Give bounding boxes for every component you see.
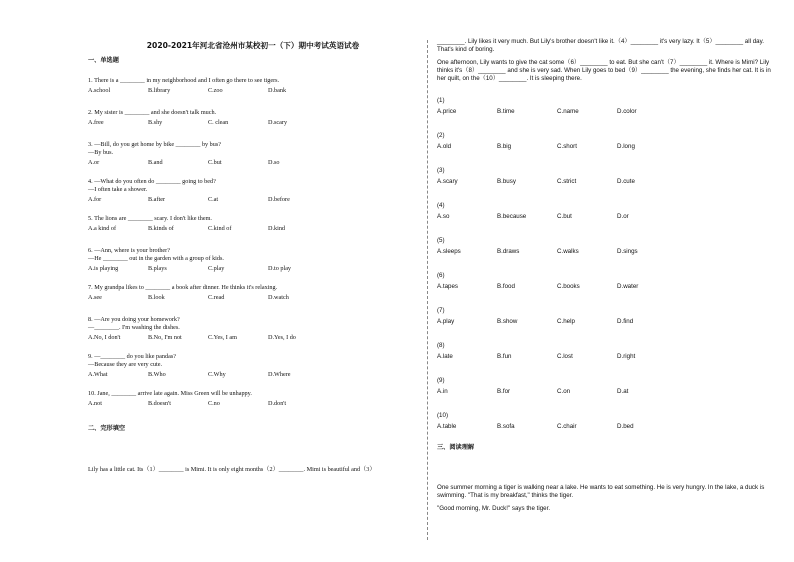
answer-option: B.after: [148, 196, 166, 203]
answer-option: D.Yes, I do: [268, 334, 296, 341]
cloze-option: B.time: [497, 108, 515, 115]
cloze-item-options: [437, 318, 772, 326]
question-stem: 6. —Ann, where is your brother?: [88, 247, 170, 254]
cloze-option: C.name: [557, 108, 579, 115]
answer-option: A.a kind of: [88, 225, 117, 232]
cloze-option: C.books: [557, 283, 580, 290]
question-options: [88, 400, 418, 408]
answer-option: C.at: [208, 196, 219, 203]
cloze-option: B.draws: [497, 248, 520, 255]
cloze-item: [437, 377, 772, 412]
cloze-passage-p2: One afternoon, Lily wants to give the cat some（6）________ to eat. But she can't（7）________ it. Where is Mimi? Lily thinks it's（8）________ and she is very sad. When Lily goes to bed（9）________ the evening, she finds her cat. It is in her quilt, on the（10）________. It is sleeping there.: [437, 59, 771, 82]
question-stem-line2: —Because they are very cute.: [88, 361, 163, 368]
answer-option: C.Yes, I am: [208, 334, 237, 341]
cloze-item-number: (1): [437, 97, 445, 104]
cloze-option: B.big: [497, 143, 512, 150]
answer-option: A.No, I don't: [88, 334, 121, 341]
question-stem-line2: —By bus.: [88, 149, 114, 156]
answer-option: B.Who: [148, 371, 166, 378]
cloze-item-number: (5): [437, 237, 445, 244]
cloze-item-options: [437, 423, 772, 431]
answer-option: C.no: [208, 400, 220, 407]
cloze-item-number: (6): [437, 272, 445, 279]
section-heading-single-choice: 一、单选题: [88, 57, 119, 64]
answer-option: D.Where: [268, 371, 291, 378]
column-divider: [427, 40, 428, 540]
question-item: [88, 390, 418, 408]
question-stem: 4. —What do you often do ________ going to bed?: [88, 178, 216, 185]
cloze-item-number: (7): [437, 307, 445, 314]
cloze-item: [437, 307, 772, 342]
cloze-option: D.right: [617, 353, 636, 360]
cloze-option: B.sofa: [497, 423, 515, 430]
cloze-option: A.in: [437, 388, 448, 395]
cloze-item-number: (9): [437, 377, 445, 384]
left-column: [88, 38, 418, 474]
cloze-option: A.scary: [437, 178, 458, 185]
question-stem-line2: —________. I'm washing the dishes.: [88, 324, 180, 331]
answer-option: A.What: [88, 371, 108, 378]
cloze-option: D.find: [617, 318, 634, 325]
cloze-item: [437, 342, 772, 377]
page-title: 2020-2021年河北省沧州市某校初一（下）期中考试英语试卷: [146, 41, 360, 50]
cloze-item: [437, 202, 772, 237]
answer-option: D.watch: [268, 294, 289, 301]
reading-passage-p1: One summer morning a tiger is walking near a lake. He wants to eat something. He is very hungry. In the lake, a duck is swimming. "That is my breakfast," thinks the tiger.: [437, 484, 765, 499]
cloze-option: A.tapes: [437, 283, 458, 290]
answer-option: B.and: [148, 159, 163, 166]
cloze-option: D.long: [617, 143, 635, 150]
cloze-option: C.on: [557, 388, 571, 395]
cloze-item-options: [437, 213, 772, 221]
cloze-item-number: (8): [437, 342, 445, 349]
cloze-item-options: [437, 248, 772, 256]
answer-option: C.but: [208, 159, 222, 166]
answer-option: D.before: [268, 196, 290, 203]
question-item: [88, 247, 418, 273]
question-options: [88, 265, 418, 273]
question-stem: 2. My sister is ________ and she doesn't talk much.: [88, 109, 217, 116]
answer-option: C.read: [208, 294, 225, 301]
cloze-option: C.but: [557, 213, 572, 220]
question-list: [88, 77, 418, 422]
cloze-item-number: (4): [437, 202, 445, 209]
section-heading-reading: 三、阅读理解: [437, 444, 475, 451]
question-stem: 5. The lions are ________ scary. I don't like them.: [88, 215, 212, 222]
question-item: [88, 353, 418, 379]
cloze-item-options: [437, 388, 772, 396]
cloze-option: B.because: [497, 213, 527, 220]
question-stem: 9. —________ do you like pandas?: [88, 353, 176, 360]
answer-option: A.or: [88, 159, 100, 166]
answer-option: B.kinds of: [148, 225, 174, 232]
answer-option: C.kind of: [208, 225, 232, 232]
cloze-item-number: (10): [437, 412, 449, 419]
question-options: [88, 87, 418, 95]
cloze-option: B.food: [497, 283, 515, 290]
question-item: [88, 215, 418, 233]
answer-option: D.kind: [268, 225, 286, 232]
question-stem: 3. —Bill, do you get home by bike ________ by bus?: [88, 141, 222, 148]
answer-option: B.library: [148, 87, 171, 94]
cloze-passage-p1: ________. Lily likes it very much. But Lily's brother doesn't like it.（4）________ it's very lazy. It（5）________ all day. That's kind of boring.: [437, 38, 764, 53]
cloze-option: A.sleeps: [437, 248, 461, 255]
cloze-option: A.so: [437, 213, 450, 220]
question-options: [88, 119, 418, 127]
cloze-option: A.price: [437, 108, 457, 115]
cloze-item-options: [437, 353, 772, 361]
cloze-item-options: [437, 178, 772, 186]
answer-option: A.not: [88, 400, 102, 407]
answer-option: A.is playing: [88, 265, 119, 272]
question-item: [88, 77, 418, 95]
right-column: [437, 38, 772, 513]
cloze-option: A.table: [437, 423, 457, 430]
question-options: [88, 225, 418, 233]
cloze-option: B.busy: [497, 178, 516, 185]
answer-option: C.zoo: [208, 87, 223, 94]
question-options: [88, 334, 418, 342]
question-stem: 1. There is a ________ in my neighborhood and I often go there to see tigers.: [88, 77, 280, 84]
cloze-item-number: (3): [437, 167, 445, 174]
cloze-option: B.for: [497, 388, 511, 395]
question-stem: 7. My grandpa likes to ________ a book after dinner. He thinks it's relaxing.: [88, 284, 278, 291]
question-stem-line2: —He ________ out in the garden with a group of kids.: [88, 255, 224, 262]
cloze-option: B.fun: [497, 353, 512, 360]
cloze-option: D.sings: [617, 248, 638, 255]
answer-option: A.see: [88, 294, 102, 301]
cloze-item: [437, 167, 772, 202]
answer-option: D.bank: [268, 87, 287, 94]
cloze-option: D.color: [617, 108, 637, 115]
cloze-item-number: (2): [437, 132, 445, 139]
cloze-item: [437, 237, 772, 272]
cloze-item: [437, 272, 772, 307]
cloze-option: D.at: [617, 388, 629, 395]
cloze-item-options: [437, 108, 772, 116]
cloze-option: C.lost: [557, 353, 573, 360]
cloze-option: D.or: [617, 213, 629, 220]
answer-option: D.to play: [268, 265, 292, 272]
cloze-option: A.play: [437, 318, 455, 325]
answer-option: B.plays: [148, 265, 167, 272]
answer-option: C.play: [208, 265, 225, 272]
cloze-option: C.chair: [557, 423, 577, 430]
section-heading-cloze: 二、完形填空: [88, 425, 126, 432]
cloze-item-options: [437, 143, 772, 151]
cloze-item: [437, 132, 772, 167]
answer-option: A.for: [88, 196, 102, 203]
cloze-option: D.bed: [617, 423, 634, 430]
answer-option: D.don't: [268, 400, 287, 407]
question-stem: 10. Jane, ________ arrive late again. Miss Green will be unhappy.: [88, 390, 252, 397]
answer-option: B.shy: [148, 119, 163, 126]
reading-passage-p2: "Good morning, Mr. Duck!" says the tiger.: [437, 505, 551, 512]
question-options: [88, 159, 418, 167]
answer-option: B.look: [148, 294, 165, 301]
cloze-option: C.strict: [557, 178, 577, 185]
cloze-item: [437, 412, 772, 447]
question-item: [88, 178, 418, 204]
question-options: [88, 294, 418, 302]
answer-option: B.doesn't: [148, 400, 171, 407]
cloze-option: D.water: [617, 283, 639, 290]
cloze-item-list: [437, 97, 772, 447]
cloze-item: [437, 97, 772, 132]
answer-option: D.scary: [268, 119, 288, 126]
question-options: [88, 196, 418, 204]
cloze-option: C.help: [557, 318, 575, 325]
question-options: [88, 371, 418, 379]
question-stem: 8. —Are you doing your homework?: [88, 316, 180, 323]
question-stem-line2: —I often take a shower.: [88, 186, 148, 193]
cloze-option: A.late: [437, 353, 453, 360]
question-item: [88, 109, 418, 127]
question-item: [88, 284, 418, 302]
answer-option: C.Why: [208, 371, 226, 378]
answer-option: B.No, I'm not: [148, 334, 182, 341]
question-item: [88, 141, 418, 167]
cloze-passage-start: Lily has a little cat. Its（1）________ is Mimi. It is only eight months（2）________. Mimi is beautiful and（3）: [88, 466, 376, 473]
cloze-option: A.old: [437, 143, 452, 150]
question-item: [88, 316, 418, 342]
cloze-option: C.short: [557, 143, 577, 150]
answer-option: C. clean: [208, 119, 229, 126]
cloze-option: C.walks: [557, 248, 579, 255]
answer-option: D.so: [268, 159, 280, 166]
cloze-option: B.show: [497, 318, 518, 325]
cloze-item-options: [437, 283, 772, 291]
cloze-option: D.cute: [617, 178, 635, 185]
answer-option: A.free: [88, 119, 104, 126]
answer-option: A.school: [88, 87, 111, 94]
